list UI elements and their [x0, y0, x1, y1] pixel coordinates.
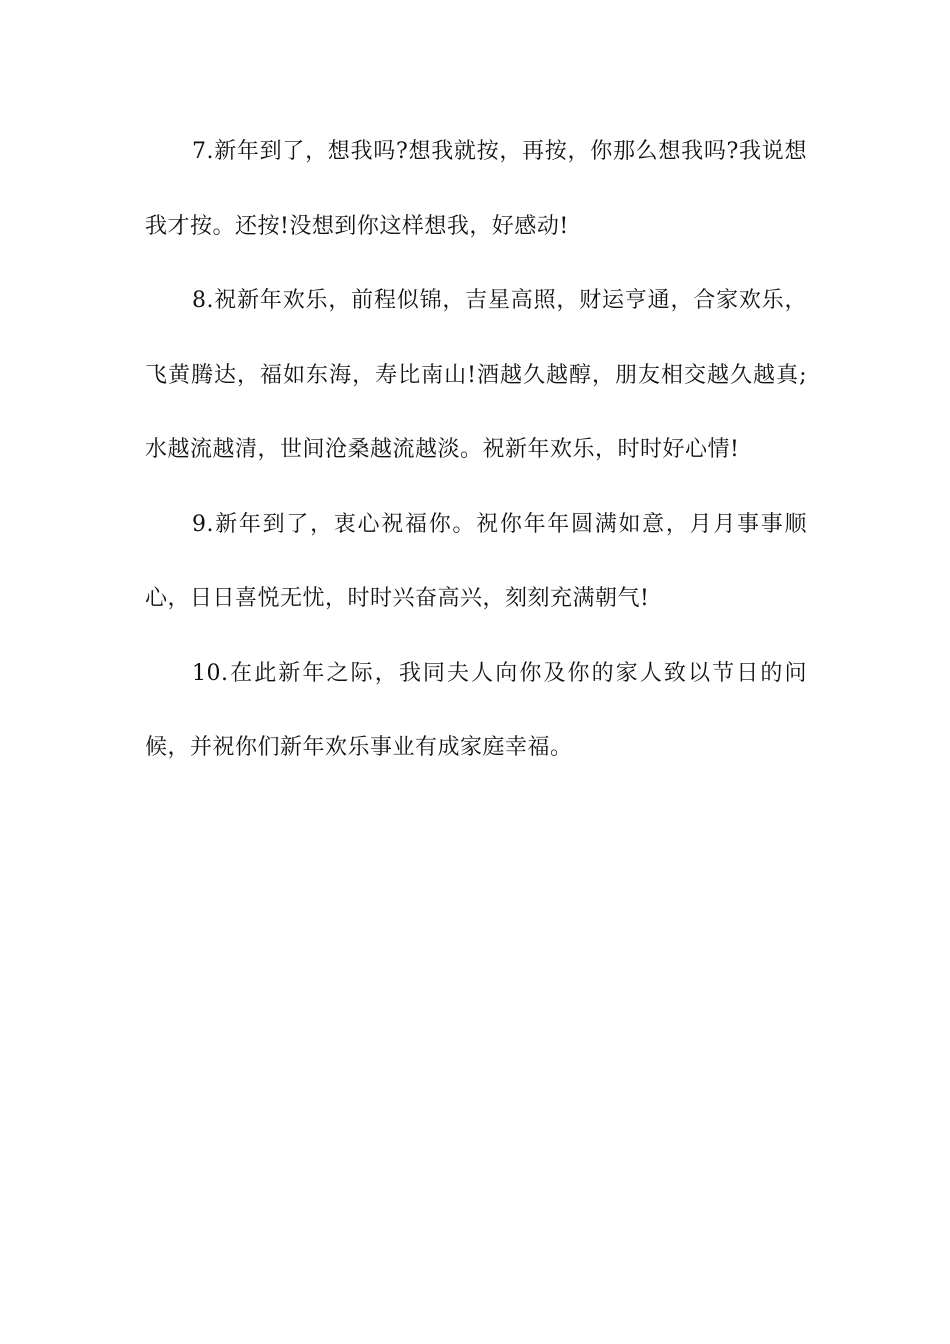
paragraph-10: 10.在此新年之际，我同夫人向你及你的家人致以节日的问候，并祝你们新年欢乐事业有成家庭幸福。	[145, 660, 807, 760]
paragraph-8: 8.祝新年欢乐，前程似锦，吉星高照，财运亨通，合家欢乐，飞黄腾达，福如东海，寿比南山!酒越久越醇，朋友相交越久越真;水越流越清，世间沧桑越流越淡。祝新年欢乐，时时好心情!	[145, 288, 807, 462]
paragraph-7: 7.新年到了，想我吗?想我就按，再按，你那么想我吗?我说想我才按。还按!没想到你这样想我，好感动!	[145, 139, 807, 239]
paragraph-9: 9.新年到了，衷心祝福你。祝你年年圆满如意，月月事事顺心，日日喜悦无忧，时时兴奋高兴，刻刻充满朝气!	[145, 511, 807, 611]
document-body	[145, 115, 807, 786]
